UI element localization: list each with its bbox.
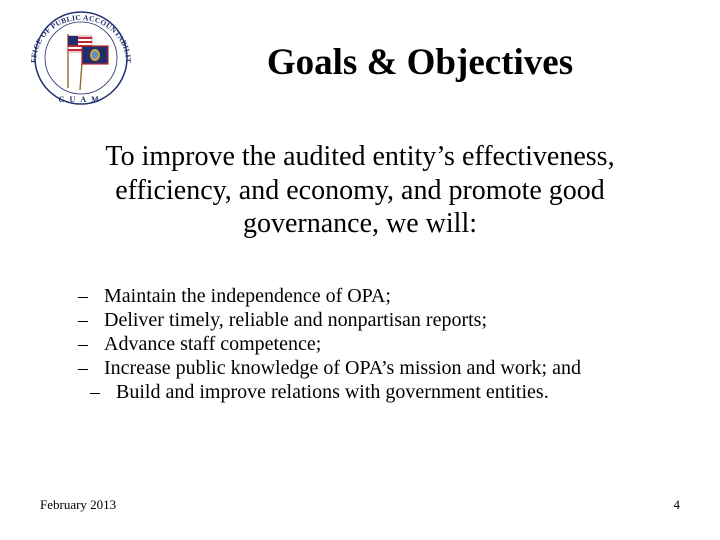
list-item-text: Increase public knowledge of OPA’s mission and work; and [104, 357, 581, 379]
dash-bullet: – [90, 381, 100, 403]
opa-seal-icon [22, 6, 140, 106]
list-item-text: Deliver timely, reliable and nonpartisan reports; [104, 309, 488, 331]
objectives-list [78, 284, 698, 404]
list-item-text: Advance staff competence; [104, 333, 322, 355]
list-item [90, 380, 698, 404]
list-item [78, 356, 698, 380]
intro-paragraph: To improve the audited entity’s effectiveness, efficiency, and economy, and promote good governance, we will: [105, 141, 615, 240]
list-item-text: Build and improve relations with government entities. [116, 381, 549, 403]
dash-bullet: – [78, 333, 88, 355]
list-item-text: Maintain the independence of OPA; [104, 285, 391, 307]
page-title: Goals & Objectives [266, 42, 574, 83]
dash-bullet: – [78, 357, 88, 379]
page-number: 4 [673, 497, 680, 512]
footer-date: February 2013 [40, 497, 117, 512]
list-item [78, 308, 698, 332]
list-item [78, 284, 698, 308]
list-item [78, 332, 698, 356]
opa-logo [22, 6, 140, 106]
svg-text:OFFICE OF PUBLIC ACCOUNTABILIT: FFICE OF PUBLIC ACCOUNTABILIT [28, 12, 134, 64]
seal-bottom-text: GUAM [58, 95, 104, 104]
dash-bullet: – [78, 285, 88, 307]
dash-bullet: – [78, 309, 88, 331]
